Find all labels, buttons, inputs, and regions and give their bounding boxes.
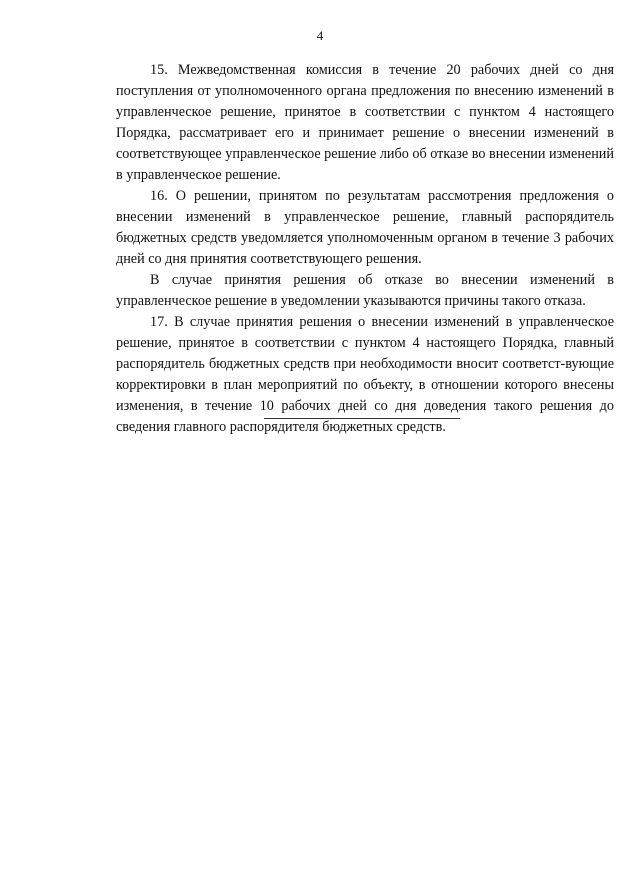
paragraph-17: 17. В случае принятия решения о внесении изменений в управленческое решение, принятое в соответствии с пунктом 4 настоящего Порядка, главный распорядитель бюджетных средств при необходимости вносит соответст-вующие корректировки в план мероприятий по объекту, в отношении которого внесены изменения, в течение 10 рабочих дней со дня доведения такого решения до сведения главного распорядителя бюджетных средств. <box>116 314 614 435</box>
page-number: 4 <box>316 28 324 43</box>
paragraph-16-refusal: В случае принятия решения об отказе во внесении изменений в управленческое решение в уведомлении указываются причины такого отказа. <box>116 272 614 309</box>
end-divider <box>264 418 460 419</box>
paragraph-16: 16. О решении, принятом по результатам рассмотрения предложения о внесении изменений в управленческое решение, главный распорядитель бюджетных средств уведомляется уполномоченным органом в течение 3 рабочих дней со дня принятия соответствующего решения. <box>116 188 614 267</box>
paragraph-15: 15. Межведомственная комиссия в течение 20 рабочих дней со дня поступления от уполномоченного органа предложения по внесению изменений в управленческое решение, принятое в соответствии с пунктом 4 настоящего Порядка, рассматривает его и принимает решение о внесении изменений в соответствующее управленческое решение либо об отказе во внесении изменений в управленческое решение. <box>116 62 614 183</box>
document-body <box>116 60 614 438</box>
